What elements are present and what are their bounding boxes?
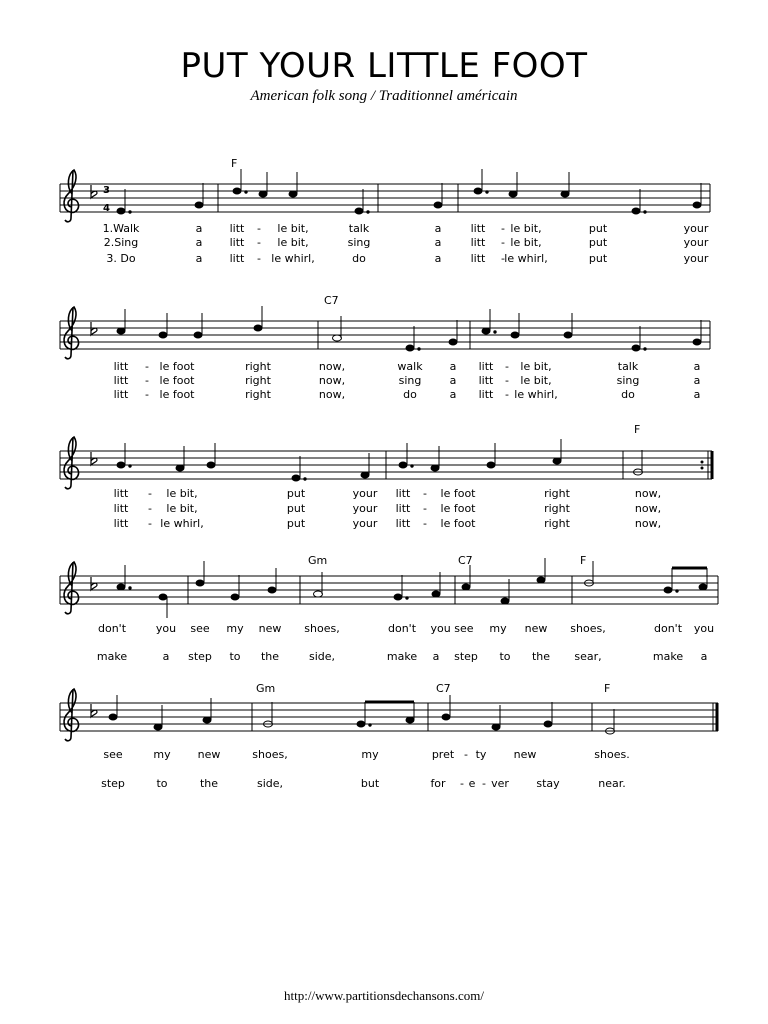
lyric-syllable: right: [544, 502, 570, 515]
lyric-syllable: shoes.: [594, 748, 630, 761]
lyric-syllable: le bit,: [166, 487, 198, 500]
lyric-syllable: now,: [318, 374, 346, 387]
lyric-syllable: near.: [598, 777, 626, 790]
lyric-syllable: litt: [395, 502, 411, 515]
lyric-syllable: -: [501, 236, 505, 249]
lyric-syllable: litt: [229, 252, 245, 265]
time-signature: [103, 185, 110, 214]
lyric-syllable: le foot: [159, 388, 195, 401]
lyric-syllable: your: [683, 222, 709, 235]
chord-symbol: C7: [436, 682, 451, 695]
lyric-syllable: put: [286, 517, 306, 530]
lyrics: [97, 222, 714, 790]
lyric-syllable: 3. Do: [106, 252, 136, 265]
lyric-syllable: -: [460, 777, 464, 790]
lyric-syllable: le whirl,: [504, 252, 548, 265]
lyric-syllable: -: [423, 502, 427, 515]
lyric-syllable: le whirl,: [160, 517, 204, 530]
lyric-syllable: walk: [397, 360, 423, 373]
lyric-syllable: -: [501, 252, 505, 265]
lyric-syllable: litt: [470, 252, 486, 265]
lyric-syllable: le whirl,: [271, 252, 315, 265]
lyric-syllable: a: [195, 252, 203, 265]
lyric-syllable: le bit,: [166, 502, 198, 515]
lyric-syllable: right: [245, 374, 271, 387]
lyric-syllable: -: [257, 252, 261, 265]
lyric-syllable: don't: [97, 622, 127, 635]
lyric-syllable: litt: [113, 360, 129, 373]
lyric-syllable: le foot: [440, 487, 476, 500]
chord-symbol: F: [604, 682, 611, 695]
lyric-syllable: new: [197, 748, 221, 761]
lyric-syllable: a: [195, 236, 203, 249]
chord-symbol: F: [634, 423, 641, 436]
lyric-syllable: do: [621, 388, 635, 401]
lyric-syllable: -: [501, 222, 505, 235]
lyric-syllable: step: [454, 650, 478, 663]
lyric-syllable: put: [286, 487, 306, 500]
lyric-syllable: to: [499, 650, 511, 663]
lyric-syllable: your: [352, 517, 378, 530]
staff-system-1: [60, 169, 710, 222]
lyric-syllable: litt: [478, 388, 494, 401]
lyric-syllable: my: [361, 748, 379, 761]
lyric-syllable: don't: [653, 622, 683, 635]
lyric-syllable: litt: [470, 222, 486, 235]
lyric-syllable: now,: [634, 502, 662, 515]
lyric-syllable: the: [531, 650, 551, 663]
lyric-syllable: -: [148, 502, 152, 515]
lyric-syllable: litt: [229, 236, 245, 249]
lyric-syllable: le bit,: [510, 236, 542, 249]
lyric-syllable: -: [148, 487, 152, 500]
notes: [109, 695, 615, 734]
song-subtitle: American folk song / Traditionnel américain: [250, 88, 518, 104]
lyric-syllable: to: [156, 777, 168, 790]
lyric-syllable: le bit,: [520, 374, 552, 387]
lyric-syllable: right: [245, 360, 271, 373]
lyric-syllable: pret: [431, 748, 455, 761]
svg-text:3: 3: [103, 185, 110, 196]
lyric-syllable: put: [588, 236, 608, 249]
svg-text:4: 4: [103, 203, 110, 214]
lyric-syllable: sear,: [574, 650, 602, 663]
lyric-syllable: -: [482, 777, 486, 790]
lyric-syllable: a: [434, 252, 442, 265]
staff-system-4: [60, 558, 718, 618]
lyric-syllable: my: [226, 622, 244, 635]
lyric-syllable: a: [449, 374, 457, 387]
lyric-syllable: make: [652, 650, 684, 663]
lyric-syllable: a: [195, 222, 203, 235]
lyric-syllable: -: [505, 388, 509, 401]
lyric-syllable: ty: [475, 748, 487, 761]
lyric-syllable: make: [96, 650, 128, 663]
lyric-syllable: now,: [318, 388, 346, 401]
lyric-syllable: step: [188, 650, 212, 663]
lyric-syllable: to: [229, 650, 241, 663]
lyric-syllable: 2.Sing: [103, 236, 139, 249]
lyric-syllable: le foot: [440, 517, 476, 530]
lyric-syllable: a: [449, 388, 457, 401]
lyric-syllable: le foot: [440, 502, 476, 515]
lyric-syllable: you: [155, 622, 177, 635]
lyric-syllable: the: [199, 777, 219, 790]
staff-system-5: [60, 689, 718, 741]
lyric-syllable: -: [257, 236, 261, 249]
lyric-syllable: don't: [387, 622, 417, 635]
lyric-syllable: put: [286, 502, 306, 515]
notes: [117, 439, 643, 481]
lyric-syllable: sing: [616, 374, 640, 387]
lyric-syllable: litt: [395, 517, 411, 530]
lyric-syllable: le bit,: [277, 222, 309, 235]
treble-clef-icon: [64, 689, 78, 741]
lyric-syllable: 1.Walk: [102, 222, 140, 235]
treble-clef-icon: [64, 307, 78, 359]
lyric-syllable: litt: [113, 388, 129, 401]
lyric-syllable: le bit,: [277, 236, 309, 249]
lyric-syllable: your: [683, 252, 709, 265]
lyric-syllable: but: [360, 777, 380, 790]
lyric-syllable: -: [423, 517, 427, 530]
lyric-syllable: litt: [478, 360, 494, 373]
lyric-syllable: see: [103, 748, 123, 761]
lyric-syllable: le bit,: [510, 222, 542, 235]
lyric-syllable: -: [505, 374, 509, 387]
staff-system-2: [60, 306, 710, 359]
lyric-syllable: le foot: [159, 360, 195, 373]
lyric-syllable: -: [257, 222, 261, 235]
lyric-syllable: e: [468, 777, 476, 790]
chord-symbol: C7: [324, 294, 339, 307]
lyric-syllable: stay: [536, 777, 560, 790]
lyric-syllable: le foot: [159, 374, 195, 387]
lyric-syllable: a: [693, 374, 701, 387]
lyric-syllable: a: [432, 650, 440, 663]
chord-symbol: F: [231, 157, 238, 170]
chord-symbol: F: [580, 554, 587, 567]
lyric-syllable: your: [683, 236, 709, 249]
lyric-syllable: you: [693, 622, 715, 635]
lyric-syllable: do: [352, 252, 366, 265]
lyric-syllable: your: [352, 487, 378, 500]
treble-clef-icon: [64, 437, 78, 489]
lyric-syllable: step: [101, 777, 125, 790]
lyric-syllable: for: [430, 777, 446, 790]
lyric-syllable: new: [524, 622, 548, 635]
lyric-syllable: a: [449, 360, 457, 373]
lyric-syllable: do: [403, 388, 417, 401]
lyric-syllable: the: [260, 650, 280, 663]
lyric-syllable: -: [145, 374, 149, 387]
lyric-syllable: a: [162, 650, 170, 663]
treble-clef-icon: [64, 170, 78, 222]
lyric-syllable: a: [693, 360, 701, 373]
lyric-syllable: a: [434, 236, 442, 249]
lyric-syllable: -: [145, 360, 149, 373]
lyric-syllable: talk: [617, 360, 639, 373]
chord-symbol: C7: [458, 554, 473, 567]
lyric-syllable: litt: [113, 517, 129, 530]
lyric-syllable: right: [544, 487, 570, 500]
lyric-syllable: a: [700, 650, 708, 663]
lyric-syllable: right: [544, 517, 570, 530]
lyric-syllable: -: [505, 360, 509, 373]
lyric-syllable: le whirl,: [514, 388, 558, 401]
lyric-syllable: right: [245, 388, 271, 401]
lyric-syllable: my: [153, 748, 171, 761]
lyric-syllable: shoes,: [570, 622, 606, 635]
lyric-syllable: sing: [347, 236, 371, 249]
lyric-syllable: now,: [634, 517, 662, 530]
lyric-syllable: new: [513, 748, 537, 761]
lyric-syllable: -: [423, 487, 427, 500]
lyric-syllable: side,: [256, 777, 284, 790]
lyric-syllable: now,: [318, 360, 346, 373]
treble-clef-icon: [64, 562, 78, 614]
lyric-syllable: see: [190, 622, 210, 635]
lyric-syllable: shoes,: [304, 622, 340, 635]
lyric-syllable: litt: [113, 374, 129, 387]
lyric-syllable: litt: [395, 487, 411, 500]
notes: [117, 558, 707, 618]
chord-symbol: Gm: [256, 682, 276, 695]
lyric-syllable: litt: [113, 502, 129, 515]
lyric-syllable: a: [693, 388, 701, 401]
lyric-syllable: litt: [478, 374, 494, 387]
lyric-syllable: litt: [113, 487, 129, 500]
lyric-syllable: -: [148, 517, 152, 530]
lyric-syllable: shoes,: [252, 748, 288, 761]
song-title: PUT YOUR LITTLE FOOT: [180, 46, 588, 86]
lyric-syllable: ver: [491, 777, 509, 790]
lyric-syllable: you see: [430, 622, 474, 635]
lyric-syllable: a: [434, 222, 442, 235]
lyric-syllable: -: [464, 748, 468, 761]
lyric-syllable: new: [258, 622, 282, 635]
lyric-syllable: -: [145, 388, 149, 401]
lyric-syllable: side,: [308, 650, 336, 663]
lyric-syllable: litt: [229, 222, 245, 235]
lyric-syllable: talk: [348, 222, 370, 235]
source-url: http://www.partitionsdechansons.com/: [284, 988, 484, 1003]
lyric-syllable: sing: [398, 374, 422, 387]
staff-system-3: [60, 437, 712, 489]
lyric-syllable: le bit,: [520, 360, 552, 373]
lyric-syllable: make: [386, 650, 418, 663]
lyric-syllable: put: [588, 252, 608, 265]
lyric-syllable: now,: [634, 487, 662, 500]
lyric-syllable: litt: [470, 236, 486, 249]
chord-symbol: Gm: [308, 554, 328, 567]
lyric-syllable: your: [352, 502, 378, 515]
lyric-syllable: my: [489, 622, 507, 635]
lyric-syllable: put: [588, 222, 608, 235]
